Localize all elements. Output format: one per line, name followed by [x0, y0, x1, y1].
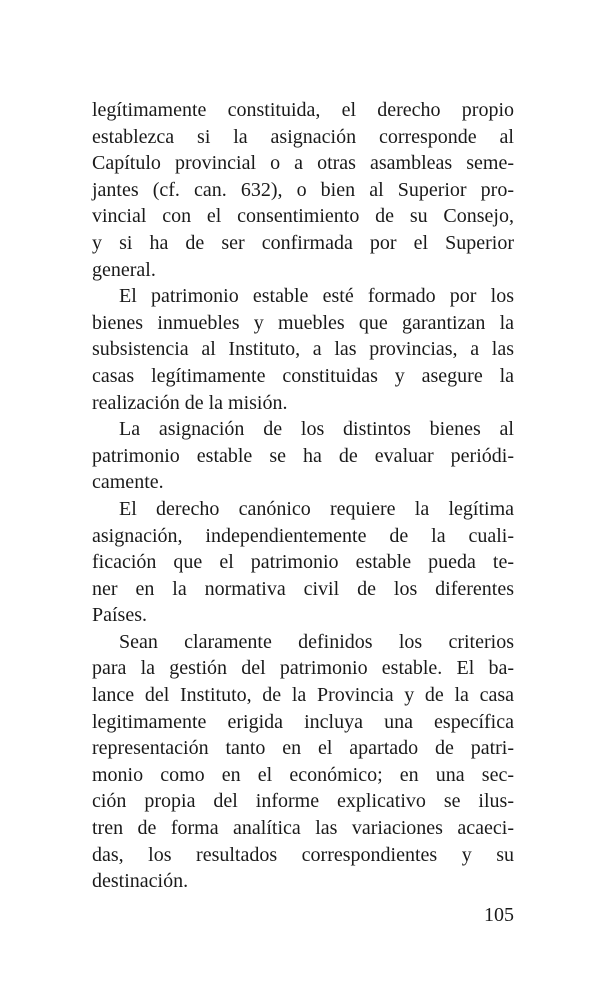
text-line: La asignación de los distintos bienes al — [119, 418, 514, 441]
text-line: El patrimonio estable esté formado por los — [119, 285, 514, 308]
text-line: lance del Instituto, de la Provincia y de la casa — [92, 684, 514, 707]
text-line: general. — [92, 258, 156, 281]
page-number: 105 — [484, 904, 514, 926]
text-line: das, los resultados correspondientes y su — [92, 843, 514, 866]
paragraph-3 — [92, 416, 514, 496]
text-line: Sean claramente definidos los criterios — [119, 630, 514, 653]
page-body — [92, 97, 514, 895]
text-line: ficación que el patrimonio estable pueda te- — [92, 551, 514, 574]
text-line: tren de forma analítica las variaciones acaeci- — [92, 817, 514, 840]
text-line: legitimamente erigida incluya una específica — [92, 710, 514, 733]
paragraph-5 — [92, 629, 514, 895]
text-line: para la gestión del patrimonio estable. El ba- — [92, 657, 514, 680]
text-line: y si ha de ser confirmada por el Superior — [92, 231, 514, 254]
text-line: ción propia del informe explicativo se ilus- — [92, 790, 514, 813]
text-line: vincial con el consentimiento de su Consejo, — [92, 205, 514, 228]
text-line: El derecho canónico requiere la legítima — [119, 497, 514, 520]
text-line: legítimamente constituida, el derecho propio — [92, 99, 514, 121]
text-line: camente. — [92, 471, 164, 494]
text-line: asignación, independientemente de la cuali- — [92, 524, 514, 547]
text-line: ner en la normativa civil de los diferentes — [92, 577, 514, 600]
paragraph-1 — [92, 97, 514, 283]
text-line: realización de la misión. — [92, 391, 288, 414]
text-line: subsistencia al Instituto, a las provincias, a las — [92, 338, 514, 361]
text-line: establezca si la asignación corresponde al — [92, 125, 514, 148]
text-line: jantes (cf. can. 632), o bien al Superior pro- — [92, 178, 514, 201]
paragraph-4 — [92, 496, 514, 629]
text-line: representación tanto en el apartado de patri- — [92, 737, 514, 760]
paragraph-2 — [92, 283, 514, 416]
text-line: casas legítimamente constituidas y asegure la — [92, 364, 514, 387]
text-line: destinación. — [92, 870, 189, 893]
text-line: Países. — [92, 604, 147, 627]
text-line: patrimonio estable se ha de evaluar periódi- — [92, 444, 514, 467]
text-line: bienes inmuebles y muebles que garantizan la — [92, 311, 514, 334]
text-line: monio como en el económico; en una sec- — [92, 763, 514, 786]
text-line: Capítulo provincial o a otras asambleas seme- — [92, 152, 514, 175]
